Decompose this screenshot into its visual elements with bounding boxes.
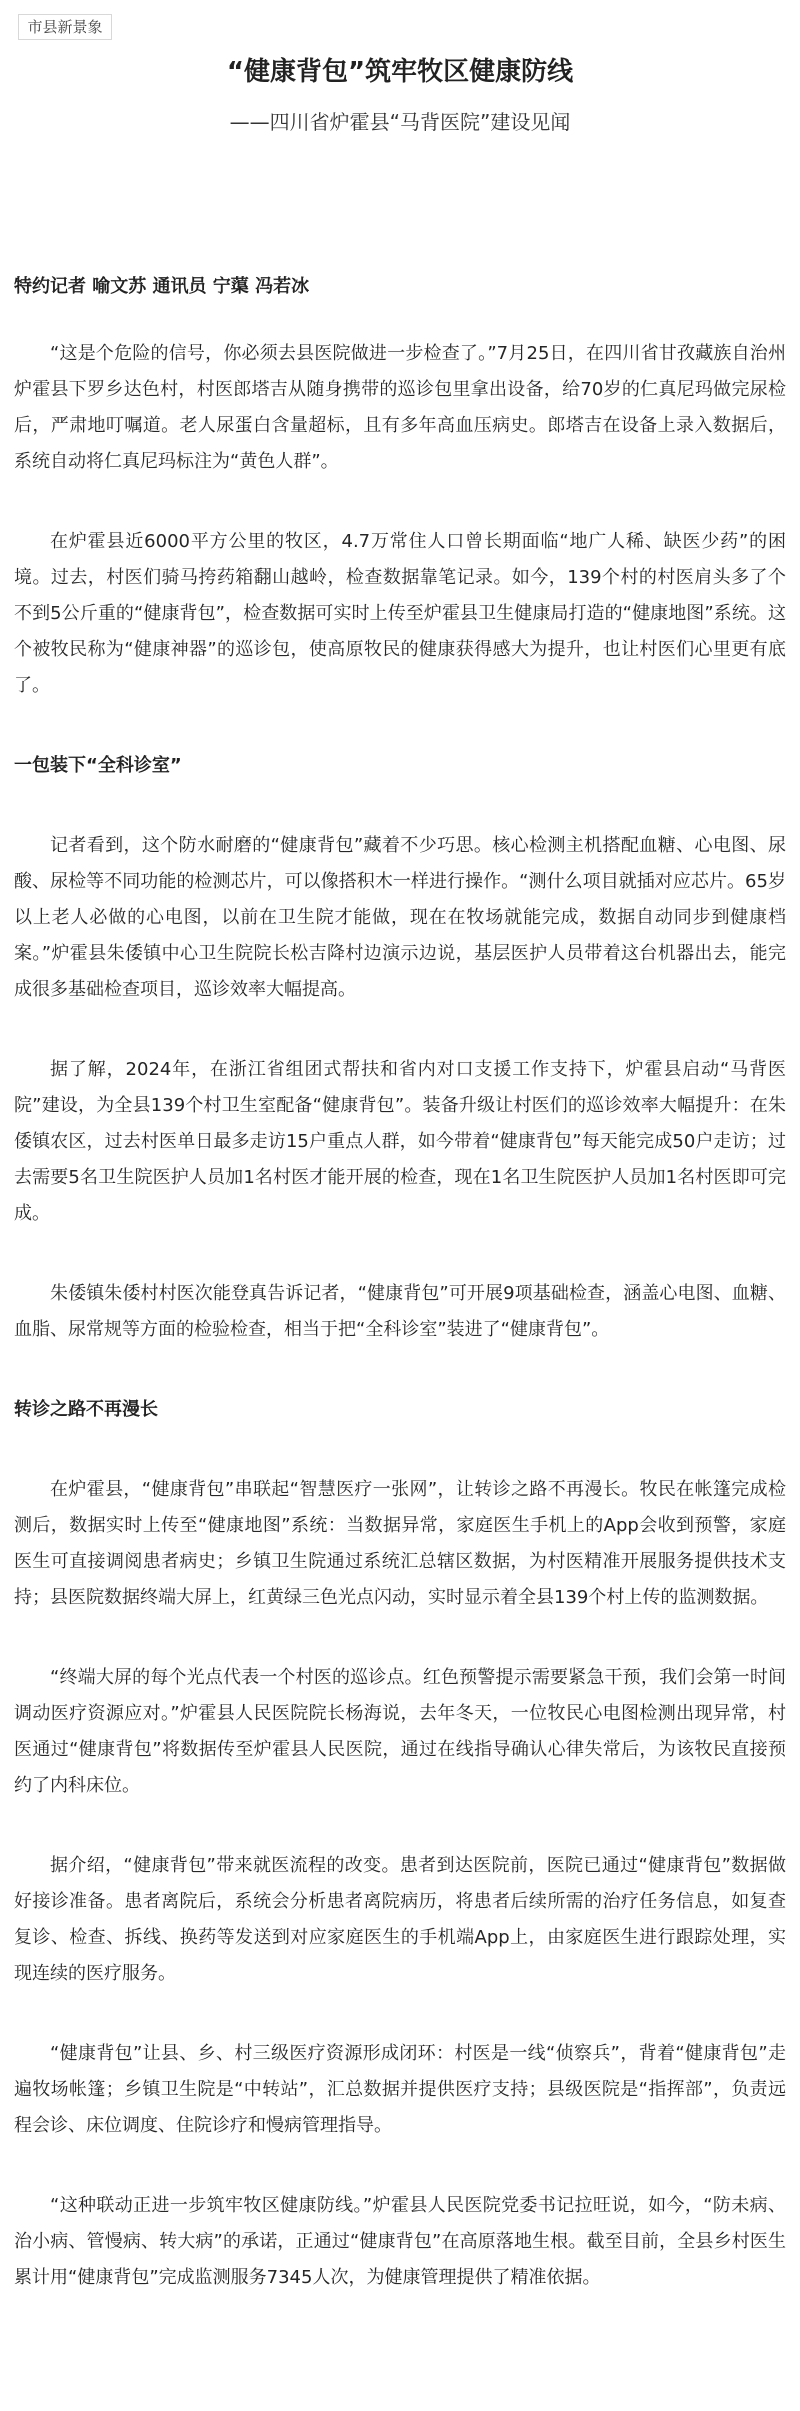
byline: 特约记者 喻文苏 通讯员 宁蕖 冯若冰 bbox=[14, 276, 310, 297]
paragraph: 在炉霍县，“健康背包”串联起“智慧医疗一张网”，让转诊之路不再漫长。牧民在帐篷完成检测后，数据实时上传至“健康地图”系统：当数据异常，家庭医生手机上的App会收到预警，家庭医生可直接调阅患者病史；乡镇卫生院通过系统汇总辖区数据，为村医精准开展服务提供技术支持；县医院数据终端大屏上，红黄绿三色光点闪动，实时显示着全县139个村上传的监测数据。 bbox=[14, 1479, 786, 1608]
paragraph: “这是个危险的信号，你必须去县医院做进一步检查了。”7月25日，在四川省甘孜藏族自治州炉霍县下罗乡达色村，村医郎塔吉从随身携带的巡诊包里拿出设备，给70岁的仁真尼玛做完尿检后，严肃地叮嘱道。老人尿蛋白含量超标，且有多年高血压病史。郎塔吉在设备上录入数据后，系统自动将仁真尼玛标注为“黄色人群”。 bbox=[14, 343, 786, 472]
paragraph: 在炉霍县近6000平方公里的牧区，4.7万常住人口曾长期面临“地广人稀、缺医少药”的困境。过去，村医们骑马挎药箱翻山越岭，检查数据靠笔记录。如今，139个村的村医肩头多了个不到5公斤重的“健康背包”，检查数据可实时上传至炉霍县卫生健康局打造的“健康地图”系统。这个被牧民称为“健康神器”的巡诊包，使高原牧民的健康获得感大为提升，也让村医们心里更有底了。 bbox=[14, 531, 786, 696]
article-body bbox=[14, 336, 786, 2340]
section-heading: 一包装下“全科诊室” bbox=[14, 755, 182, 776]
section-heading: 转诊之路不再漫长 bbox=[14, 1399, 158, 1420]
column-tag: 市县新景象 bbox=[18, 14, 112, 40]
article-headline: “健康背包”筑牢牧区健康防线 bbox=[226, 57, 574, 87]
article-subheadline: ——四川省炉霍县“马背医院”建设见闻 bbox=[229, 110, 571, 134]
paragraph: “终端大屏的每个光点代表一个村医的巡诊点。红色预警提示需要紧急干预，我们会第一时间调动医疗资源应对。”炉霍县人民医院院长杨海说，去年冬天，一位牧民心电图检测出现异常，村医通过“健康背包”将数据传至炉霍县人民医院，通过在线指导确认心律失常后，为该牧民直接预约了内科床位。 bbox=[14, 1667, 786, 1796]
paragraph: 朱倭镇朱倭村村医次能登真告诉记者，“健康背包”可开展9项基础检查，涵盖心电图、血糖、血脂、尿常规等方面的检验检查，相当于把“全科诊室”装进了“健康背包”。 bbox=[14, 1283, 786, 1340]
paragraph: “健康背包”让县、乡、村三级医疗资源形成闭环：村医是一线“侦察兵”，背着“健康背包”走遍牧场帐篷；乡镇卫生院是“中转站”，汇总数据并提供医疗支持；县级医院是“指挥部”，负责远程会诊、床位调度、住院诊疗和慢病管理指导。 bbox=[14, 2043, 786, 2136]
paragraph: 记者看到，这个防水耐磨的“健康背包”藏着不少巧思。核心检测主机搭配血糖、心电图、尿酸、尿检等不同功能的检测芯片，可以像搭积木一样进行操作。“测什么项目就插对应芯片。65岁以上老人必做的心电图，以前在卫生院才能做，现在在牧场就能完成，数据自动同步到健康档案。”炉霍县朱倭镇中心卫生院院长松吉降村边演示边说，基层医护人员带着这台机器出去，能完成很多基础检查项目，巡诊效率大幅提高。 bbox=[14, 835, 786, 1000]
paragraph: 据了解，2024年，在浙江省组团式帮扶和省内对口支援工作支持下，炉霍县启动“马背医院”建设，为全县139个村卫生室配备“健康背包”。装备升级让村医们的巡诊效率大幅提升：在朱倭镇农区，过去村医单日最多走访15户重点人群，如今带着“健康背包”每天能完成50户走访；过去需要5名卫生院医护人员加1名村医才能开展的检查，现在1名卫生院医护人员加1名村医即可完成。 bbox=[14, 1059, 786, 1224]
paragraph: 据介绍，“健康背包”带来就医流程的改变。患者到达医院前，医院已通过“健康背包”数据做好接诊准备。患者离院后，系统会分析患者离院病历，将患者后续所需的治疗任务信息，如复查复诊、检查、拆线、换药等发送到对应家庭医生的手机端App上，由家庭医生进行跟踪处理，实现连续的医疗服务。 bbox=[14, 1855, 786, 1984]
paragraph: “这种联动正进一步筑牢牧区健康防线。”炉霍县人民医院党委书记拉旺说，如今，“防未病、治小病、管慢病、转大病”的承诺，正通过“健康背包”在高原落地生根。截至目前，全县乡村医生累计用“健康背包”完成监测服务7345人次，为健康管理提供了精准依据。 bbox=[14, 2195, 786, 2288]
